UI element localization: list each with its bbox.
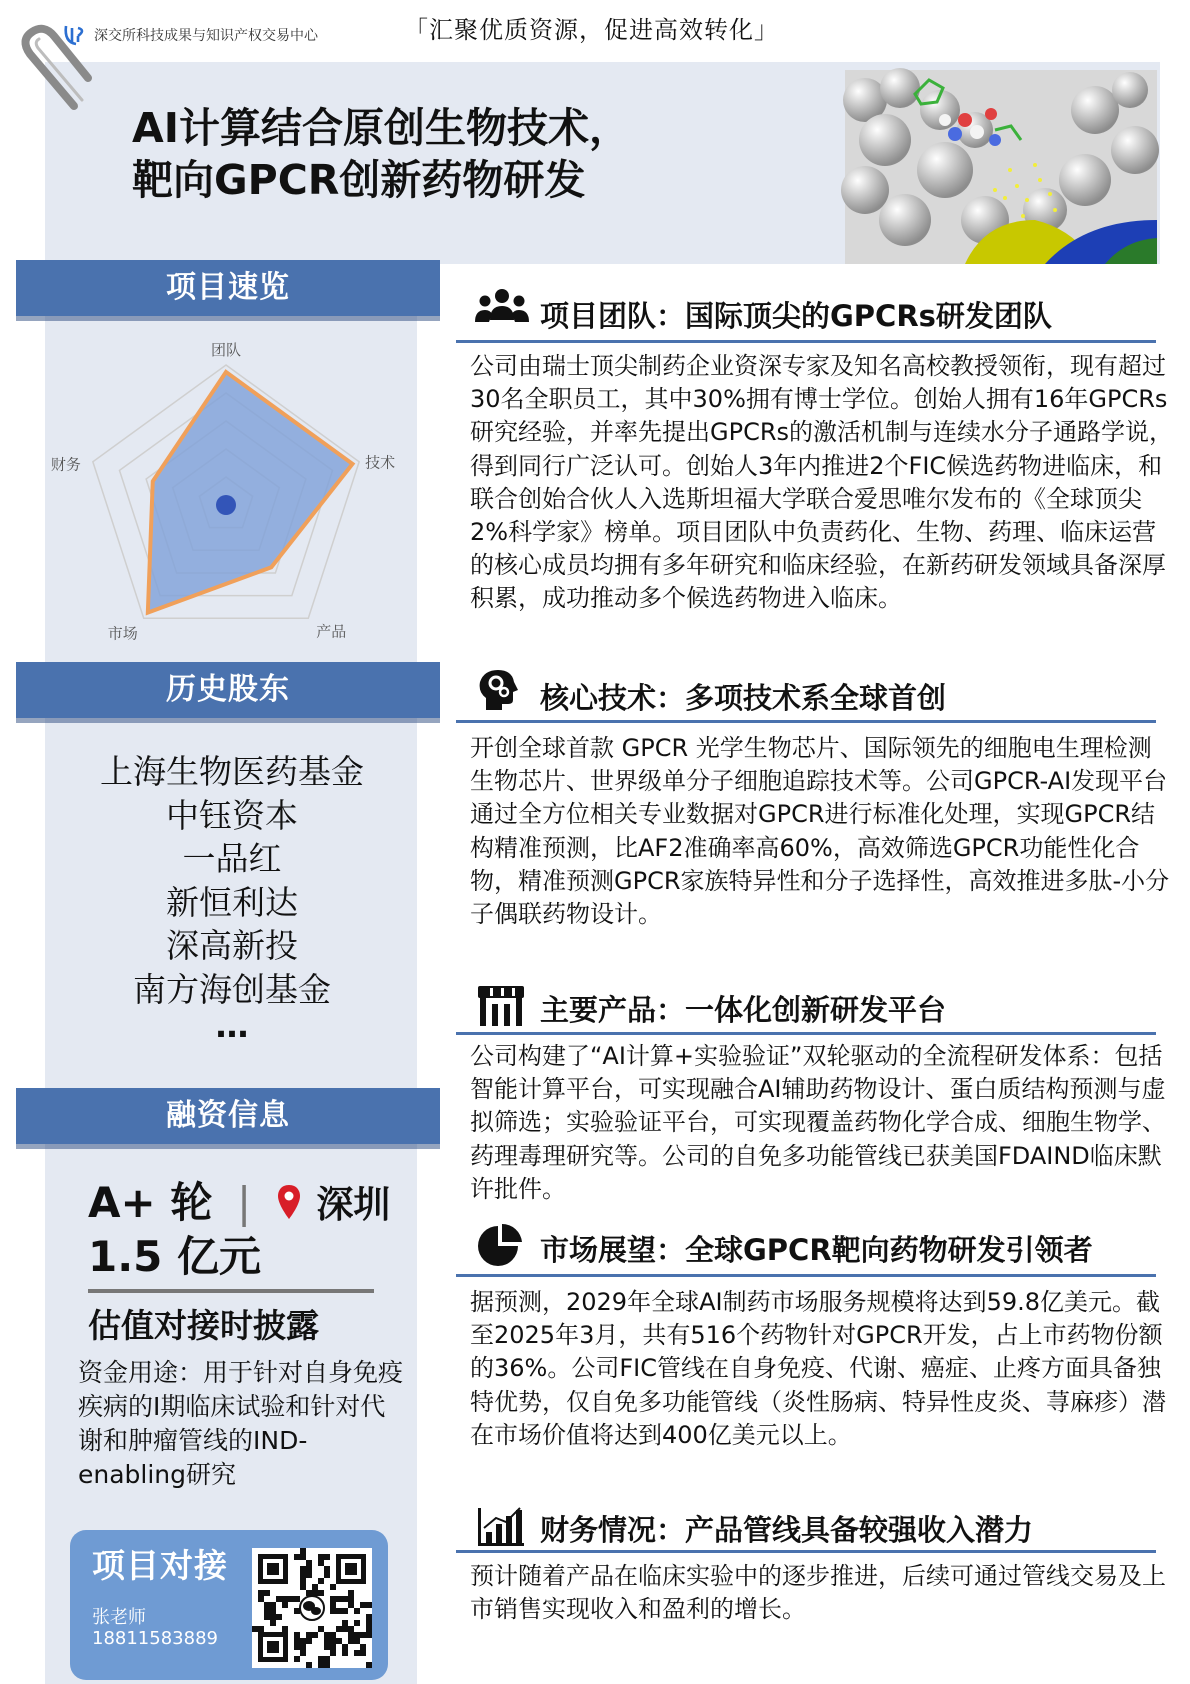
qr-module [306, 1638, 312, 1644]
qr-module [294, 1596, 300, 1602]
qr-module [312, 1584, 318, 1590]
qr-module [342, 1650, 348, 1656]
qr-module [342, 1620, 348, 1626]
qr-module [252, 1626, 258, 1632]
qr-module [300, 1644, 306, 1650]
qr-module [354, 1638, 360, 1644]
valuation-text: 估值对接时披露 [88, 1306, 319, 1345]
radar-chart [50, 340, 420, 643]
qr-module [258, 1626, 264, 1632]
qr-module [348, 1596, 354, 1602]
shareholder-item: 南方海创基金 [133, 969, 331, 1009]
qr-module [348, 1638, 354, 1644]
qr-module [318, 1656, 324, 1662]
page-title [132, 102, 630, 206]
qr-module [330, 1584, 336, 1590]
qr-module [366, 1602, 372, 1608]
financing-bar: 融资信息 [16, 1088, 440, 1144]
section-text-product: 公司构建了“AI计算+实验验证”双轮驱动的全流程研发体系：包括智能计算平台，可实现融合AI辅助药物设计、蛋白质结构预测与虚拟筛选；实验验证平台，可实现覆盖药物化学合成、细胞生物学、药理毒理研究等。公司的自免多功能管线已获美国FDAIND临床默许批件。 [470, 1042, 1166, 1203]
shareholder-list [48, 750, 416, 1045]
section-text-market: 据预测，2029年全球AI制药市场服务规模将达到59.8亿美元。截至2025年3月，共有516个药物针对GPCR开发，占上市药物份额的36%。公司FIC管线在自身免疫、代谢、癌症、止疼方面具备独特优势，仅自免多功能管线（炎性肠病、特异性皮炎、荨麻疹）潜在市场价值将达到400亿美元以上。 [470, 1288, 1166, 1449]
exchange-logo-icon [62, 22, 88, 48]
qr-module [330, 1602, 336, 1608]
financing-amount: 1.5 亿元 [88, 1232, 262, 1281]
qr-module [354, 1608, 360, 1614]
qr-module [264, 1602, 270, 1608]
qr-module [282, 1596, 288, 1602]
qr-module [354, 1632, 360, 1638]
qr-module [276, 1614, 282, 1620]
qr-module [318, 1560, 324, 1566]
qr-module [270, 1602, 276, 1608]
qr-module [282, 1626, 288, 1632]
radar-label-team: 团队 [210, 341, 242, 359]
qr-module [324, 1656, 330, 1662]
qr-module [366, 1626, 372, 1632]
qr-module [258, 1590, 264, 1596]
org-name: 深交所科技成果与知识产权交易中心 [94, 28, 318, 44]
head-gears-icon [474, 668, 530, 712]
qr-module [300, 1554, 306, 1560]
section-text-tech: 开创全球首款 GPCR 光学生物芯片、国际领先的细胞电生理检测生物芯片、世界级单分子细胞追踪技术等。公司GPCR-AI发现平台通过全方位相关专业数据对GPCR进行标准化处理，实现GPCR结构精准预测，比AF2准确率高60%，高效筛选GPCR功能性化合物，精准预测GPCR家族特异性和分子选择性，高效推进多肽-小分子偶联药物设计。 [470, 734, 1170, 929]
qr-module [318, 1626, 324, 1632]
contact-title: 项目对接 [92, 1546, 228, 1585]
qr-module [336, 1626, 342, 1632]
qr-module [330, 1596, 336, 1602]
qr-module [306, 1566, 312, 1572]
qr-module [330, 1632, 336, 1638]
bar-chart-icon [474, 1504, 530, 1548]
section-divider [456, 1274, 1156, 1277]
section-text-finance: 预计随着产品在临床实验中的逐步推进，后续可通过管线交易及上市销售实现收入和盈利的增长。 [470, 1562, 1166, 1624]
qr-module [348, 1632, 354, 1638]
qr-module [270, 1614, 276, 1620]
section-divider [456, 340, 1156, 343]
qr-module [366, 1614, 372, 1620]
qr-module [354, 1620, 360, 1626]
qr-module [360, 1602, 366, 1608]
qr-module [300, 1572, 306, 1578]
contact-phone: 18811583889 [92, 1628, 218, 1649]
qr-module [366, 1632, 372, 1638]
qr-module [354, 1650, 360, 1656]
qr-module [300, 1548, 306, 1554]
qr-module [270, 1620, 276, 1626]
fund-use-text: 资金用途：用于针对自身免疫疾病的I期临床试验和针对代谢和肿瘤管线的IND-enabling研究 [78, 1358, 404, 1489]
shareholder-item: 一品红 [182, 839, 282, 878]
section-heading-team: 项目团队：国际顶尖的GPCRs研发团队 [540, 299, 1052, 333]
qr-module [348, 1602, 354, 1608]
qr-module [336, 1608, 342, 1614]
qr-module [318, 1578, 324, 1584]
radar-label-market: 市场 [107, 624, 138, 643]
qr-module [324, 1632, 330, 1638]
qr-module [324, 1638, 330, 1644]
qr-module [360, 1644, 366, 1650]
qr-module [366, 1662, 372, 1668]
qr-module [324, 1566, 330, 1572]
shareholder-item: 中钰资本 [166, 795, 298, 835]
qr-module [264, 1614, 270, 1620]
qr-module [330, 1644, 336, 1650]
shareholder-item: 上海生物医药基金 [100, 752, 364, 791]
contact-name: 张老师 [92, 1607, 146, 1628]
financing-round-line [88, 1170, 390, 1230]
qr-module [294, 1644, 300, 1650]
shareholder-item: 新恒利达 [166, 882, 298, 922]
qr-module [360, 1632, 366, 1638]
title-line-2: 靶向GPCR创新药物研发 [132, 156, 586, 204]
qr-module [324, 1644, 330, 1650]
team-icon [474, 284, 530, 328]
qr-module [270, 1608, 276, 1614]
qr-module [300, 1638, 306, 1644]
qr-module [300, 1650, 306, 1656]
section-text-team: 公司由瑞士顶尖制药企业资深专家及知名高校教授领衔，现有超过30名全职员工，其中30%拥有博士学位。创始人拥有16年GPCRs研究经验，并率先提出GPCRs的激活机制与连续水分子通路学说，得到同行广泛认可。创始人3年内推进2个FIC候选药物进临床，和联合创始合伙人入选斯坦福大学联合爱思唯尔发布的《全球顶尖2%科学家》榜单。项目团队中负责药化、生物、药理、临床运营的核心成员均拥有多年研究和临床经验，在新药研发领域具备深厚积累，成功推动多个候选药物进入临床。 [470, 352, 1174, 613]
qr-module [294, 1638, 300, 1644]
molecule-illustration [845, 70, 1157, 264]
financing-city: 深圳 [316, 1183, 391, 1226]
pie-chart-icon [474, 1222, 530, 1266]
section-divider [456, 1032, 1156, 1035]
qr-module [336, 1638, 342, 1644]
storefront-icon [474, 984, 530, 1028]
qr-module [306, 1662, 312, 1668]
qr-module [300, 1584, 306, 1590]
qr-module [342, 1608, 348, 1614]
qr-module [342, 1644, 348, 1650]
qr-module [348, 1626, 354, 1632]
qr-module [306, 1560, 312, 1566]
qr-module [318, 1662, 324, 1668]
qr-module [324, 1662, 330, 1668]
financing-round: A+ 轮 [88, 1178, 213, 1227]
divider [88, 1289, 374, 1293]
qr-module [300, 1566, 306, 1572]
qr-module [342, 1596, 348, 1602]
qr-module [336, 1596, 342, 1602]
qr-module [324, 1572, 330, 1578]
qr-code[interactable] [252, 1548, 372, 1668]
qr-module [324, 1554, 330, 1560]
qr-module [288, 1596, 294, 1602]
qr-module [294, 1554, 300, 1560]
location-pin-icon [276, 1183, 302, 1221]
qr-module [264, 1590, 270, 1596]
radar-label-finance: 财务 [50, 455, 81, 474]
qr-module [282, 1602, 288, 1608]
qr-module [360, 1650, 366, 1656]
qr-module [330, 1638, 336, 1644]
section-divider [456, 1550, 1156, 1553]
qr-module [318, 1590, 324, 1596]
section-heading-finance: 财务情况：产品管线具备较强收入潜力 [540, 1513, 1034, 1547]
overview-bar: 项目速览 [16, 260, 440, 316]
section-heading-tech: 核心技术：多项技术系全球首创 [540, 681, 947, 715]
radar-label-product: 产品 [316, 622, 347, 641]
qr-module [306, 1632, 312, 1638]
qr-module [258, 1596, 264, 1602]
qr-module [312, 1632, 318, 1638]
qr-module [342, 1626, 348, 1632]
shareholder-item: 深高新投 [166, 926, 298, 965]
separator: | [236, 1178, 252, 1227]
section-heading-product: 主要产品：一体化创新研发平台 [540, 993, 947, 1027]
slogan: 「汇聚优质资源，促进高效转化」 [404, 16, 779, 44]
qr-module [276, 1596, 282, 1602]
radar-center-dot [216, 495, 236, 515]
qr-module [366, 1620, 372, 1626]
qr-module [294, 1656, 300, 1662]
section-divider [456, 720, 1156, 723]
qr-module [330, 1650, 336, 1656]
qr-module [330, 1608, 336, 1614]
section-heading-market: 市场展望：全球GPCR靶向药物研发引领者 [540, 1233, 1093, 1267]
qr-module [294, 1632, 300, 1638]
qr-module [264, 1608, 270, 1614]
qr-module [348, 1590, 354, 1596]
title-line-1: AI计算结合原创生物技术， [132, 104, 630, 152]
radar-label-tech: 技术 [365, 453, 396, 472]
shareholder-item: … [215, 1006, 249, 1045]
qr-module [318, 1554, 324, 1560]
shareholders-bar: 历史股东 [16, 662, 440, 718]
qr-module [300, 1578, 306, 1584]
qr-module [306, 1572, 312, 1578]
